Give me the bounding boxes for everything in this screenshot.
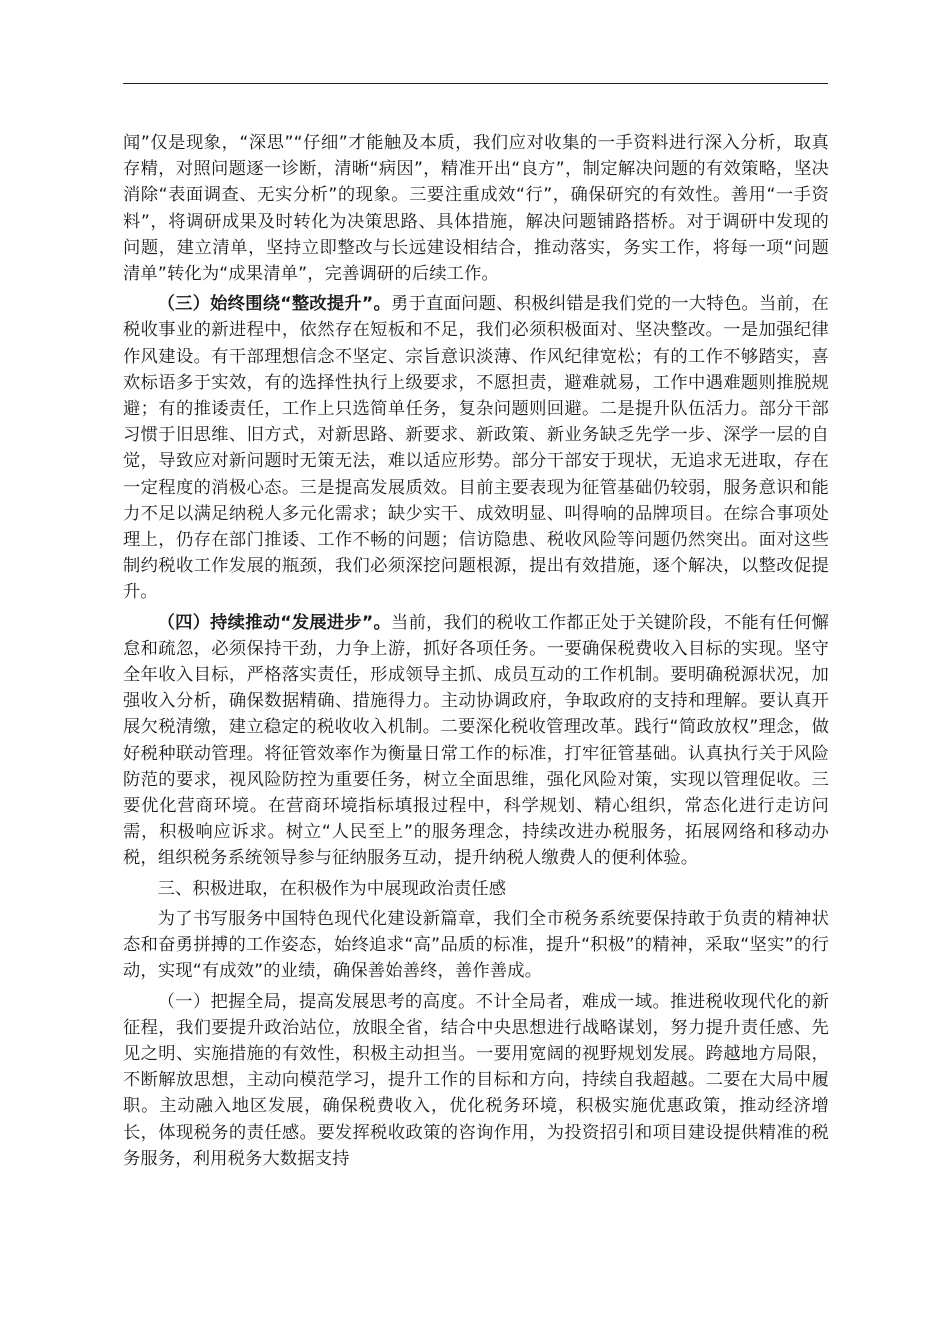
paragraph-subsection-1 — [123, 989, 829, 1172]
document-body — [123, 130, 829, 1176]
paragraph-text: （一）把握全局，提高发展思考的高度。不计全局者，难成一域。推进税收现代化的新征程，我们要提升政治站位，放眼全省，结合中央思想进行战略谋划，努力提升责任感、先见之明、实施措施的有效性，积极主动担当。一要用宽阔的视野规划发展。跨越地方局限，不断解放思想，主动向模范学习，提升工作的目标和方向，持续自我超越。二要在大局中履职。主动融入地区发展，确保税费收入，优化税务环境，积极实施优惠政策，推动经济增长，体现税务的责任感。要发挥税收政策的咨询作用，为投资招引和项目建设提供精准的税务服务，利用税务大数据支持 — [123, 991, 829, 1169]
paragraph-section-3 — [123, 291, 829, 605]
paragraph-text: 为了书写服务中国特色现代化建设新篇章，我们全市税务系统要保持敢于负责的精神状态和奋勇拼搏的工作姿态，始终追求“高”品质的标准，提升“积极”的精神，采取“坚实”的行动，实现“有成效”的业绩，确保善始善终，善作善成。 — [123, 908, 829, 982]
header-rule — [123, 83, 828, 84]
section-heading — [123, 876, 829, 902]
paragraph-lead-heading: （四）持续推动“发展进步”。 — [157, 612, 392, 633]
paragraph-text: 当前，我们的税收工作都正处于关键阶段，不能有任何懈怠和疏忽，必须保持干劲，力争上游，抓好各项任务。一要确保税费收入目标的实现。坚守全年收入目标，严格落实责任，形成领导主抓、成员互动的工作机制。要明确税源状况，加强收入分析，确保数据精确、措施得力。主动协调政府，争取政府的支持和理解。要认真开展欠税清缴，建立稳定的税收收入机制。二要深化税收管理改革。践行“简政放权”理念，做好税种联动管理。将征管效率作为衡量日常工作的标准，打牢征管基础。认真执行关于风险防范的要求，视风险防控为重要任务，树立全面思维，强化风险对策，实现以管理促收。三要优化营商环境。在营商环境指标填报过程中，科学规划、精心组织，常态化进行走访问需，积极响应诉求。树立“人民至上”的服务理念，持续改进办税服务，拓展网络和移动办税，组织税务系统领导参与征纳服务互动，提升纳税人缴费人的便利体验。 — [123, 612, 829, 869]
paragraph-section-4 — [123, 610, 829, 872]
paragraph-continuation — [123, 130, 829, 287]
paragraph-lead-heading: （三）始终围绕“整改提升”。 — [157, 294, 392, 315]
paragraph-intro — [123, 906, 829, 985]
section-heading-text: 三、积极进取，在积极作为中展现政治责任感 — [157, 878, 507, 899]
paragraph-text: 闻”仅是现象，“深思”“仔细”才能触及本质，我们应对收集的一手资料进行深入分析，取真存精，对照问题逐一诊断，清晰“病因”，精准开出“良方”，制定解决问题的有效策略，坚决消除“表面调查、无实分析”的现象。三要注重成效“行”，确保研究的有效性。善用“一手资料”，将调研成果及时转化为决策思路、具体措施，解决问题铺路搭桥。对于调研中发现的问题，建立清单，坚持立即整改与长远建设相结合，推动落实，务实工作，将每一项“问题清单”转化为“成果清单”，完善调研的后续工作。 — [123, 133, 829, 285]
paragraph-text: 勇于直面问题、积极纠错是我们党的一大特色。当前，在税收事业的新进程中，依然存在短板和不足，我们必须积极面对、坚决整改。一是加强纪律作风建设。有干部理想信念不坚定、宗旨意识淡薄、作风纪律宽松；有的工作不够踏实，喜欢标语多于实效，有的选择性执行上级要求，不愿担责，避难就易，工作中遇难题则推脱规避；有的推诿责任，工作上只选简单任务，复杂问题则回避。二是提升队伍活力。部分干部习惯于旧思维、旧方式，对新思路、新要求、新政策、新业务缺乏先学一步、深学一层的自觉，导致应对新问题时无策无法，难以适应形势。部分干部安于现状，无追求无进取，存在一定程度的消极心态。三是提高发展质效。目前主要表现为征管基础仍较弱，服务意识和能力不足以满足纳税人多元化需求；缺少实干、成效明显、叫得响的品牌项目。在综合事项处理上，仍存在部门推诿、工作不畅的问题；信访隐患、税收风险等问题仍然突出。面对这些制约税收工作发展的瓶颈，我们必须深挖问题根源，提出有效措施，逐个解决，以整改促提升。 — [123, 294, 829, 603]
